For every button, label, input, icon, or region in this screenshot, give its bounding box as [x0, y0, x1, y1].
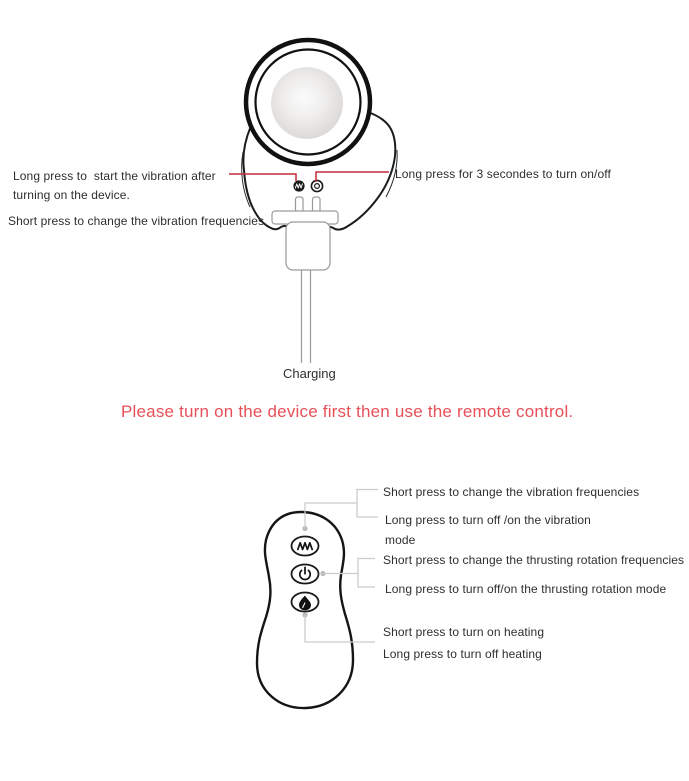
remote-heat-button: [292, 593, 319, 612]
usage-notice: Please turn on the device first then use the remote control.: [121, 402, 574, 421]
remote-thrusting-long-note: Long press to turn off/on the thrusting rotation mode: [385, 582, 667, 596]
device-head: [246, 40, 370, 164]
device-vibration-button: [293, 180, 304, 191]
remote-vibration-long-note-line2: mode: [385, 533, 416, 547]
charging-connector: [272, 211, 338, 270]
remote-heating-long-note: Long press to turn off heating: [383, 647, 542, 661]
remote-thrusting-short-note: Short press to change the thrusting rotation frequencies: [383, 553, 685, 567]
remote-vibration-long-note-line1: Long press to turn off /on the vibration: [385, 513, 591, 527]
remote-vibration-button: [292, 537, 319, 556]
remote-heating-short-note: Short press to turn on heating: [383, 625, 545, 639]
remote-power-button: [292, 565, 319, 584]
device-vibration-note-line2: turning on the device.: [13, 188, 130, 202]
charging-cable: [302, 270, 311, 363]
device-vibration-note-line1: Long press to start the vibration after: [13, 169, 216, 183]
device-power-button: [311, 180, 322, 191]
device-head-sphere: [271, 67, 343, 139]
charging-label: Charging: [283, 366, 336, 381]
device-short-press-note: Short press to change the vibration frequencies.: [8, 214, 268, 228]
remote-vibration-short-note: Short press to change the vibration frequencies: [383, 485, 640, 499]
device-power-note: Long press for 3 secondes to turn on/off: [395, 167, 611, 181]
